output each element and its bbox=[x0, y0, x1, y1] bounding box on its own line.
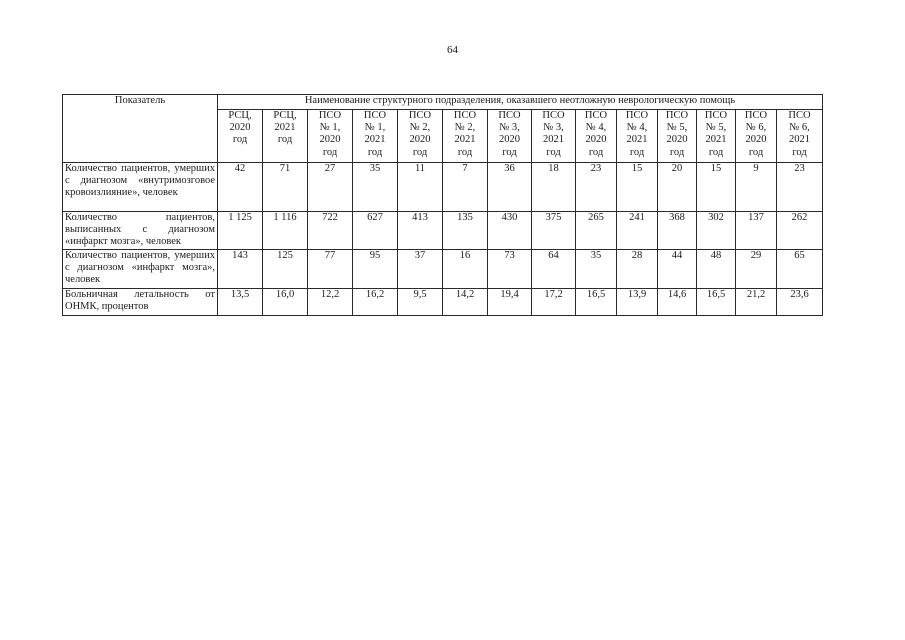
column-header-line: ПСО bbox=[408, 110, 432, 121]
table-cell: 627 bbox=[353, 212, 398, 250]
table-cell: 16,5 bbox=[697, 289, 736, 316]
table-cell: 1 125 bbox=[218, 212, 263, 250]
table-cell: 135 bbox=[443, 212, 488, 250]
table-cell: 1 116 bbox=[263, 212, 308, 250]
table-cell: 375 bbox=[532, 212, 576, 250]
table-cell: 12,2 bbox=[308, 289, 353, 316]
column-header-line: ПСО bbox=[625, 110, 649, 121]
column-header-line: 2020 bbox=[229, 122, 251, 134]
table-cell: 7 bbox=[443, 163, 488, 212]
table-cell: 143 bbox=[218, 250, 263, 289]
column-header-line: год bbox=[412, 146, 428, 158]
column-header bbox=[308, 110, 353, 163]
table-cell: 73 bbox=[488, 250, 532, 289]
table-cell: 65 bbox=[777, 250, 823, 289]
table-cell: 413 bbox=[398, 212, 443, 250]
table-cell: 262 bbox=[777, 212, 823, 250]
table-cell: 35 bbox=[576, 250, 617, 289]
column-header-line: ПСО bbox=[584, 110, 608, 121]
column-header-line: 2021 bbox=[705, 134, 727, 146]
column-header-line: № 5, bbox=[666, 122, 688, 134]
column-header-line: 2020 bbox=[745, 134, 767, 146]
column-header-line: ПСО bbox=[542, 110, 565, 121]
column-header bbox=[398, 110, 443, 163]
column-header bbox=[488, 110, 532, 163]
column-header-line: № 5, bbox=[705, 122, 727, 134]
column-header-line: 2021 bbox=[454, 134, 476, 146]
table-cell: 64 bbox=[532, 250, 576, 289]
column-header-line: год bbox=[588, 146, 604, 158]
column-header-line: № 2, bbox=[454, 122, 476, 134]
table-cell: 77 bbox=[308, 250, 353, 289]
table-cell: 16 bbox=[443, 250, 488, 289]
column-header-line: год bbox=[708, 146, 724, 158]
table-cell: 23 bbox=[777, 163, 823, 212]
column-header-line: 2020 bbox=[585, 134, 607, 146]
table-cell: 9,5 bbox=[398, 289, 443, 316]
column-header bbox=[777, 110, 823, 163]
table-cell: 722 bbox=[308, 212, 353, 250]
column-header bbox=[658, 110, 697, 163]
column-header-line: № 6, bbox=[745, 122, 767, 134]
column-header-line: год bbox=[502, 146, 517, 158]
column-header bbox=[617, 110, 658, 163]
row-label: Количество пациентов, умерших с диагнозом «внутримозговое кровоизлияние», человек bbox=[63, 163, 218, 212]
column-header bbox=[443, 110, 488, 163]
column-header-line: год bbox=[232, 134, 248, 146]
column-header bbox=[263, 110, 308, 163]
table-cell: 9 bbox=[736, 163, 777, 212]
indicator-header: Показатель bbox=[63, 95, 218, 163]
table-row bbox=[63, 250, 823, 289]
column-header-line: ПСО bbox=[665, 110, 689, 121]
column-header-line: год bbox=[457, 146, 473, 158]
table-cell: 95 bbox=[353, 250, 398, 289]
column-header-line: ПСО bbox=[498, 110, 521, 121]
table-cell: 19,4 bbox=[488, 289, 532, 316]
table-body bbox=[63, 163, 823, 316]
column-header-line: год bbox=[792, 146, 807, 158]
column-header-line: № 1, bbox=[319, 122, 341, 134]
table-cell: 14,6 bbox=[658, 289, 697, 316]
table-cell: 23,6 bbox=[777, 289, 823, 316]
table-cell: 23 bbox=[576, 163, 617, 212]
group-header: Наименование структурного подразделения, оказавшего неотложную неврологическую помощь bbox=[218, 95, 823, 110]
column-header-line: 2020 bbox=[409, 134, 431, 146]
table-cell: 20 bbox=[658, 163, 697, 212]
column-header-line: 2020 bbox=[319, 134, 341, 146]
column-header-line: год bbox=[629, 146, 645, 158]
column-header-line: ПСО bbox=[788, 110, 811, 121]
column-header bbox=[697, 110, 736, 163]
table-row bbox=[63, 289, 823, 316]
column-header bbox=[353, 110, 398, 163]
table-cell: 241 bbox=[617, 212, 658, 250]
row-label: Больничная летальность от ОНМК, процентов bbox=[63, 289, 218, 316]
table-cell: 37 bbox=[398, 250, 443, 289]
row-label: Количество пациентов, умерших с диагнозом «инфаркт мозга», человек bbox=[63, 250, 218, 289]
table-cell: 29 bbox=[736, 250, 777, 289]
column-header-line: 2021 bbox=[789, 134, 810, 146]
table-cell: 15 bbox=[697, 163, 736, 212]
table-cell: 27 bbox=[308, 163, 353, 212]
table-cell: 302 bbox=[697, 212, 736, 250]
table-cell: 35 bbox=[353, 163, 398, 212]
table-cell: 71 bbox=[263, 163, 308, 212]
row-label: Количество пациентов, выписанных с диагнозом «инфаркт мозга», человек bbox=[63, 212, 218, 250]
column-header-line: 2021 bbox=[274, 122, 296, 134]
table-cell: 11 bbox=[398, 163, 443, 212]
column-header-line: РСЦ, bbox=[273, 110, 297, 121]
column-header-line: 2021 bbox=[543, 134, 564, 146]
column-header-line: год bbox=[669, 146, 685, 158]
table-cell: 137 bbox=[736, 212, 777, 250]
table-cell: 17,2 bbox=[532, 289, 576, 316]
table-cell: 15 bbox=[617, 163, 658, 212]
column-header-line: 2020 bbox=[666, 134, 688, 146]
column-header-line: год bbox=[748, 146, 764, 158]
table-cell: 16,0 bbox=[263, 289, 308, 316]
column-header-line: 2020 bbox=[499, 134, 520, 146]
column-header-line: ПСО bbox=[453, 110, 477, 121]
data-table bbox=[62, 94, 823, 316]
table-cell: 21,2 bbox=[736, 289, 777, 316]
column-header-line: год bbox=[277, 134, 293, 146]
table-cell: 16,5 bbox=[576, 289, 617, 316]
column-header-line: № 2, bbox=[409, 122, 431, 134]
table-cell: 265 bbox=[576, 212, 617, 250]
column-header-line: ПСО bbox=[318, 110, 342, 121]
table-row bbox=[63, 163, 823, 212]
column-header-line: РСЦ, bbox=[228, 110, 252, 121]
table-cell: 42 bbox=[218, 163, 263, 212]
column-header bbox=[576, 110, 617, 163]
page-number: 64 bbox=[447, 44, 458, 56]
table-cell: 13,5 bbox=[218, 289, 263, 316]
table-row bbox=[63, 212, 823, 250]
column-header-line: № 3, bbox=[543, 122, 564, 134]
table-cell: 368 bbox=[658, 212, 697, 250]
table-cell: 44 bbox=[658, 250, 697, 289]
table-cell: 48 bbox=[697, 250, 736, 289]
table-cell: 28 bbox=[617, 250, 658, 289]
column-header-line: год bbox=[367, 146, 383, 158]
column-header bbox=[736, 110, 777, 163]
column-header-line: № 3, bbox=[499, 122, 520, 134]
column-header-line: ПСО bbox=[744, 110, 768, 121]
table-cell: 430 bbox=[488, 212, 532, 250]
column-header-line: № 1, bbox=[364, 122, 386, 134]
column-header-line: год bbox=[322, 146, 338, 158]
column-header-line: № 4, bbox=[585, 122, 607, 134]
table-cell: 16,2 bbox=[353, 289, 398, 316]
column-header-line: ПСО bbox=[363, 110, 387, 121]
table-cell: 13,9 bbox=[617, 289, 658, 316]
column-header-line: ПСО bbox=[704, 110, 728, 121]
table-cell: 125 bbox=[263, 250, 308, 289]
column-header-line: № 4, bbox=[626, 122, 648, 134]
column-header-line: № 6, bbox=[789, 122, 810, 134]
column-header-line: 2021 bbox=[626, 134, 648, 146]
column-header bbox=[218, 110, 263, 163]
table-cell: 14,2 bbox=[443, 289, 488, 316]
column-header bbox=[532, 110, 576, 163]
table-cell: 18 bbox=[532, 163, 576, 212]
column-header-line: 2021 bbox=[364, 134, 386, 146]
table-cell: 36 bbox=[488, 163, 532, 212]
column-header-line: год bbox=[546, 146, 561, 158]
